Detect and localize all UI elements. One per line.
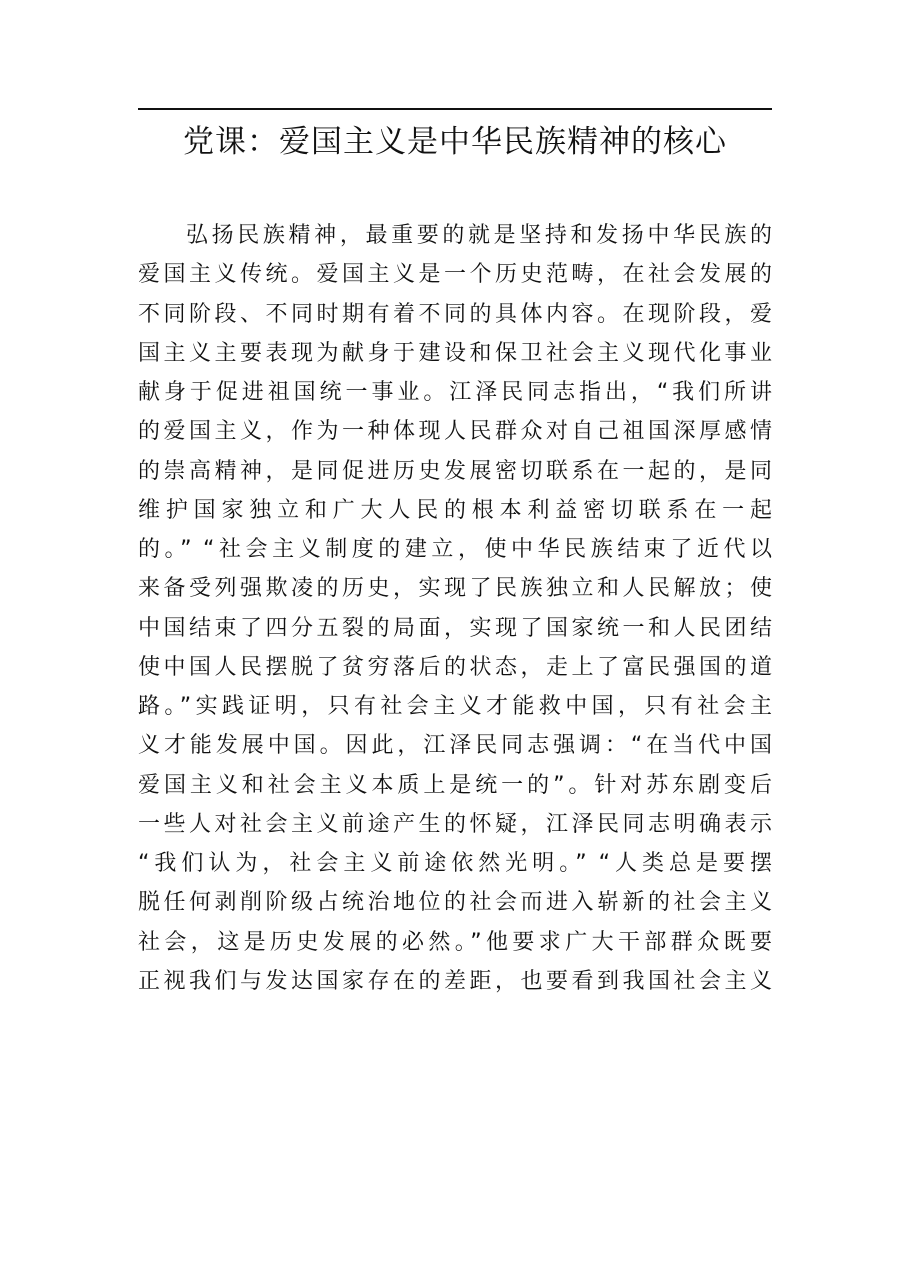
page-title: 党课：爱国主义是中华民族精神的核心 [183,124,727,160]
text-line: 的崇高精神，是同促进历史发展密切联系在一起的，是同 [138,458,772,484]
text-line: 国主义主要表现为献身于建设和保卫社会主义现代化事业 [138,340,772,366]
text-line: 爱国主义传统。爱国主义是一个历史范畴，在社会发展的 [138,262,772,288]
text-line: 的。” “社会主义制度的建立，使中华民族结束了近代以 [138,537,772,562]
text-line: 正视我们与发达国家存在的差距，也要看到我国社会主义 [138,968,772,994]
body-paragraph [138,216,772,1001]
text-line: 维护国家独立和广大人民的根本利益密切联系在一起 [138,497,772,523]
text-line: 献身于促进祖国统一事业。江泽民同志指出，“我们所讲 [138,380,772,405]
text-line: 的爱国主义，作为一种体现人民群众对自己祖国深厚感情 [138,419,772,445]
text-line: 义才能发展中国。因此，江泽民同志强调：“在当代中国 [138,733,772,759]
top-divider [138,108,772,110]
text-line: 路。”实践证明，只有社会主义才能救中国，只有社会主 [138,694,772,719]
text-line: 不同阶段、不同时期有着不同的具体内容。在现阶段，爱 [138,301,772,327]
text-line: 使中国人民摆脱了贫穷落后的状态，走上了富民强国的道 [138,654,772,680]
text-line: 一些人对社会主义前途产生的怀疑，江泽民同志明确表示 [138,811,772,837]
text-line: 中国结束了四分五裂的局面，实现了国家统一和人民团结 [138,615,772,641]
text-line: 脱任何剥削阶级占统治地位的社会而进入崭新的社会主义 [138,890,772,916]
text-line: “我们认为，社会主义前途依然光明。” “人类总是要摆 [138,851,772,876]
text-line: 社会，这是历史发展的必然。”他要求广大干部群众既要 [138,929,772,955]
text-line: 弘扬民族精神，最重要的就是坚持和发扬中华民族的 [186,223,772,248]
text-line: 来备受列强欺凌的历史，实现了民族独立和人民解放；使 [138,576,772,602]
text-line: 爱国主义和社会主义本质上是统一的”。针对苏东剧变后 [138,772,772,798]
